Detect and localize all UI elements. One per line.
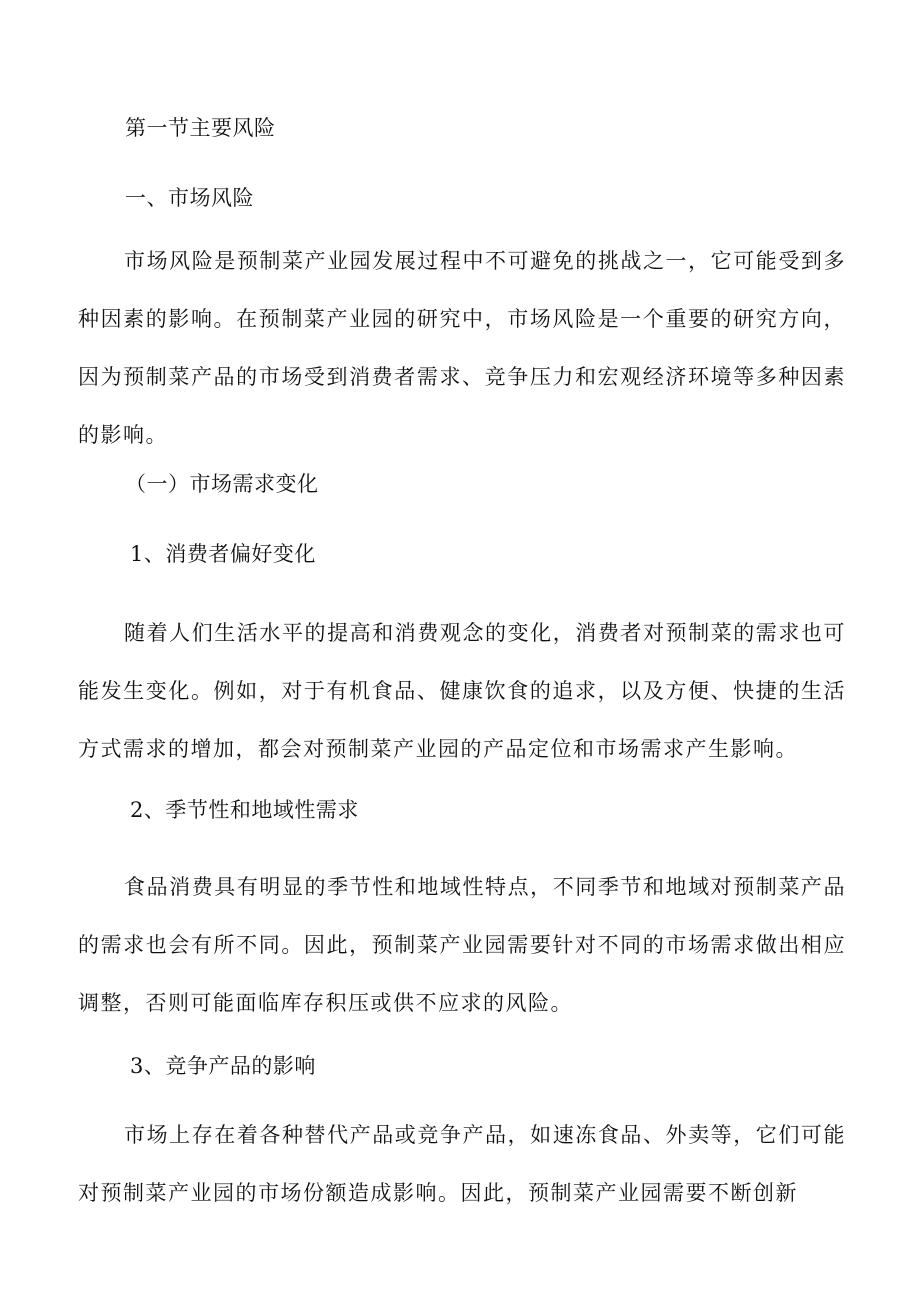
- heading-competition: 3、竞争产品的影响: [130, 1054, 316, 1078]
- paragraph-consumer-preference: 随着人们生活水平的提高和消费观念的变化，消费者对预制菜的需求也可能发生变化。例如，对于有机食品、健康饮食的追求，以及方便、快捷的生活方式需求的增加，都会对预制菜产业园的产品定位和市场需求产生影响。: [78, 621, 846, 761]
- heading-consumer-preference: 1、消费者偏好变化: [130, 542, 316, 566]
- paragraph-market-risk: 市场风险是预制菜产业园发展过程中不可避免的挑战之一，它可能受到多种因素的影响。在预制菜产业园的研究中，市场风险是一个重要的研究方向，因为预制菜产品的市场受到消费者需求、竞争压力和宏观经济环境等多种因素的影响。: [78, 249, 846, 447]
- heading-seasonal-demand: 2、季节性和地域性需求: [130, 798, 359, 822]
- section-title: 第一节主要风险: [125, 116, 276, 140]
- heading-demand-change: （一）市场需求变化: [125, 472, 319, 496]
- paragraph-competition: 市场上存在着各种替代产品或竞争产品，如速冻食品、外卖等，它们可能对预制菜产业园的市场份额造成影响。因此，预制菜产业园需要不断创新: [78, 1123, 846, 1205]
- paragraph-seasonal-demand: 食品消费具有明显的季节性和地域性特点，不同季节和地域对预制菜产品的需求也会有所不同。因此，预制菜产业园需要针对不同的市场需求做出相应调整，否则可能面临库存积压或供不应求的风险。: [78, 875, 846, 1015]
- heading-market-risk: 一、市场风险: [125, 186, 254, 210]
